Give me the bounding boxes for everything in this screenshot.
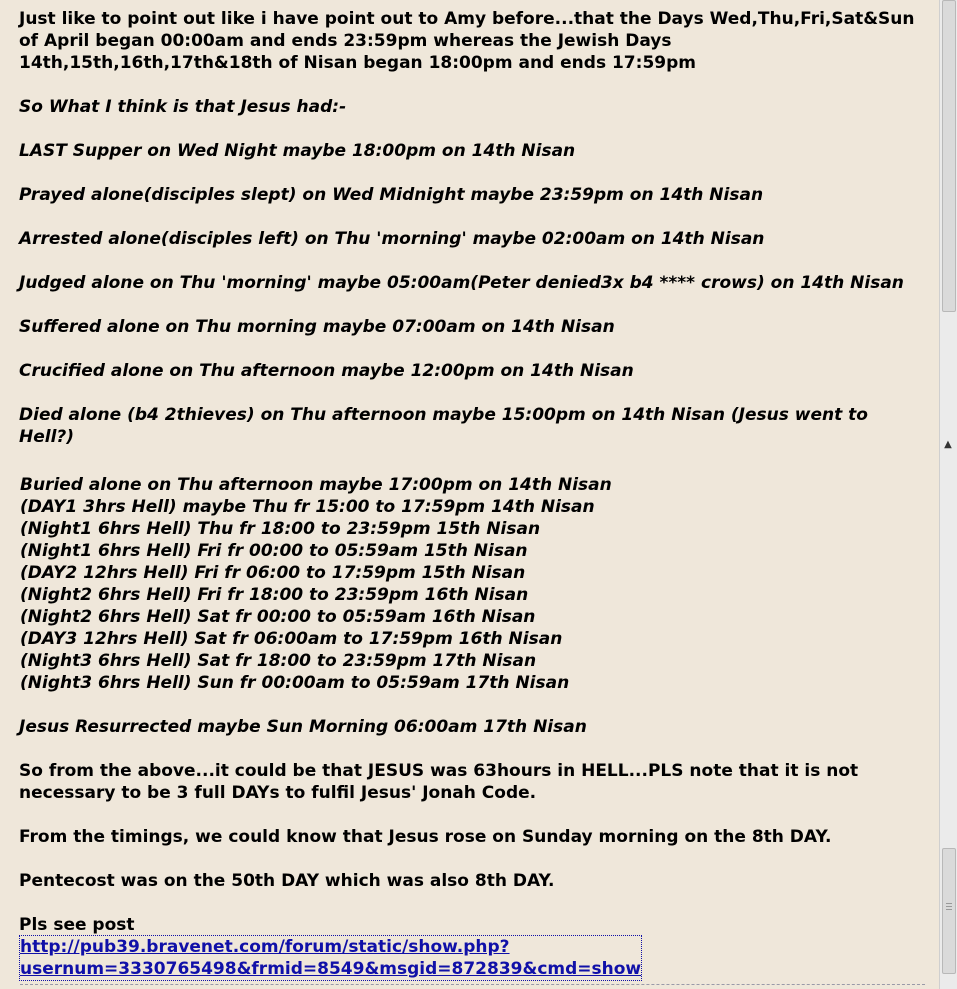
- event-line: Arrested alone(disciples left) on Thu 'morning' maybe 02:00am on 14th Nisan: [19, 229, 765, 249]
- timeline-item: (Night3 6hrs Hell) Sun fr 00:00am to 05:59am 17th Nisan: [20, 673, 570, 693]
- timeline-item: (Night2 6hrs Hell) Fri fr 18:00 to 23:59pm 16th Nisan: [20, 585, 529, 605]
- event-line: Judged alone on Thu 'morning' maybe 05:00am(Peter denied3x b4 **** crows) on 14th Nisan: [19, 273, 904, 293]
- intro-paragraph: Just like to point out like i have point out to Amy before...that the Days Wed,Thu,Fri,Sat&Sun of April began 00:00am and ends 23:59pm whereas the Jewish Days 14th,15th,16th,17th&18th of Nisan began 18:00pm and ends 17:59pm: [19, 9, 915, 73]
- timeline-list: [20, 474, 924, 694]
- timeline-item: (Night1 6hrs Hell) Fri fr 00:00 to 05:59am 15th Nisan: [20, 541, 528, 561]
- scrollbar-grip-icon: [946, 903, 952, 912]
- outer-scrollbar[interactable]: [939, 0, 957, 436]
- inner-scrollbar[interactable]: [939, 436, 957, 989]
- forum-post-body: [19, 8, 924, 980]
- event-line: Crucified alone on Thu afternoon maybe 12:00pm on 14th Nisan: [19, 361, 634, 381]
- resurrection-line: Jesus Resurrected maybe Sun Morning 06:00am 17th Nisan: [19, 717, 587, 737]
- event-line: Prayed alone(disciples slept) on Wed Midnight maybe 23:59pm on 14th Nisan: [19, 185, 764, 205]
- forum-post-link[interactable]: [20, 936, 641, 980]
- link-line-2[interactable]: usernum=3330765498&frmid=8549&msgid=872839&cmd=show: [20, 959, 642, 979]
- scroll-up-arrow-icon[interactable]: ▲: [944, 439, 952, 450]
- link-line-1[interactable]: http://pub39.bravenet.com/forum/static/show.php?: [20, 937, 510, 957]
- inner-scrollbar-thumb[interactable]: [942, 848, 956, 974]
- event-line: Suffered alone on Thu morning maybe 07:00am on 14th Nisan: [19, 317, 615, 337]
- timeline-item: (DAY3 12hrs Hell) Sat fr 06:00am to 17:59pm 16th Nisan: [20, 629, 563, 649]
- event-line: Died alone (b4 2thieves) on Thu afternoon maybe 15:00pm on 14th Nisan (Jesus went to Hell?): [19, 405, 868, 447]
- post-separator: [20, 984, 925, 985]
- event-line: LAST Supper on Wed Night maybe 18:00pm on 14th Nisan: [19, 141, 576, 161]
- timeline-item: (Night3 6hrs Hell) Sat fr 18:00 to 23:59pm 17th Nisan: [20, 651, 537, 671]
- pentecost-paragraph: Pentecost was on the 50th DAY which was also 8th DAY.: [19, 871, 555, 891]
- timeline-item: (Night2 6hrs Hell) Sat fr 00:00 to 05:59am 16th Nisan: [20, 607, 536, 627]
- timeline-item: (DAY2 12hrs Hell) Fri fr 06:00 to 17:59pm 15th Nisan: [20, 563, 526, 583]
- lead-line: So What I think is that Jesus had:-: [19, 97, 347, 117]
- outer-scrollbar-thumb[interactable]: [942, 0, 956, 312]
- timeline-item: Buried alone on Thu afternoon maybe 17:00pm on 14th Nisan: [20, 475, 612, 495]
- timings-paragraph: From the timings, we could know that Jesus rose on Sunday morning on the 8th DAY.: [19, 827, 832, 847]
- see-post-label: Pls see post: [19, 915, 135, 935]
- timeline-item: (Night1 6hrs Hell) Thu fr 18:00 to 23:59pm 15th Nisan: [20, 519, 541, 539]
- timeline-item: (DAY1 3hrs Hell) maybe Thu fr 15:00 to 17:59pm 14th Nisan: [20, 497, 595, 517]
- conclusion-paragraph: So from the above...it could be that JESUS was 63hours in HELL...PLS note that it is not necessary to be 3 full DAYs to fulfil Jesus' Jonah Code.: [19, 761, 859, 803]
